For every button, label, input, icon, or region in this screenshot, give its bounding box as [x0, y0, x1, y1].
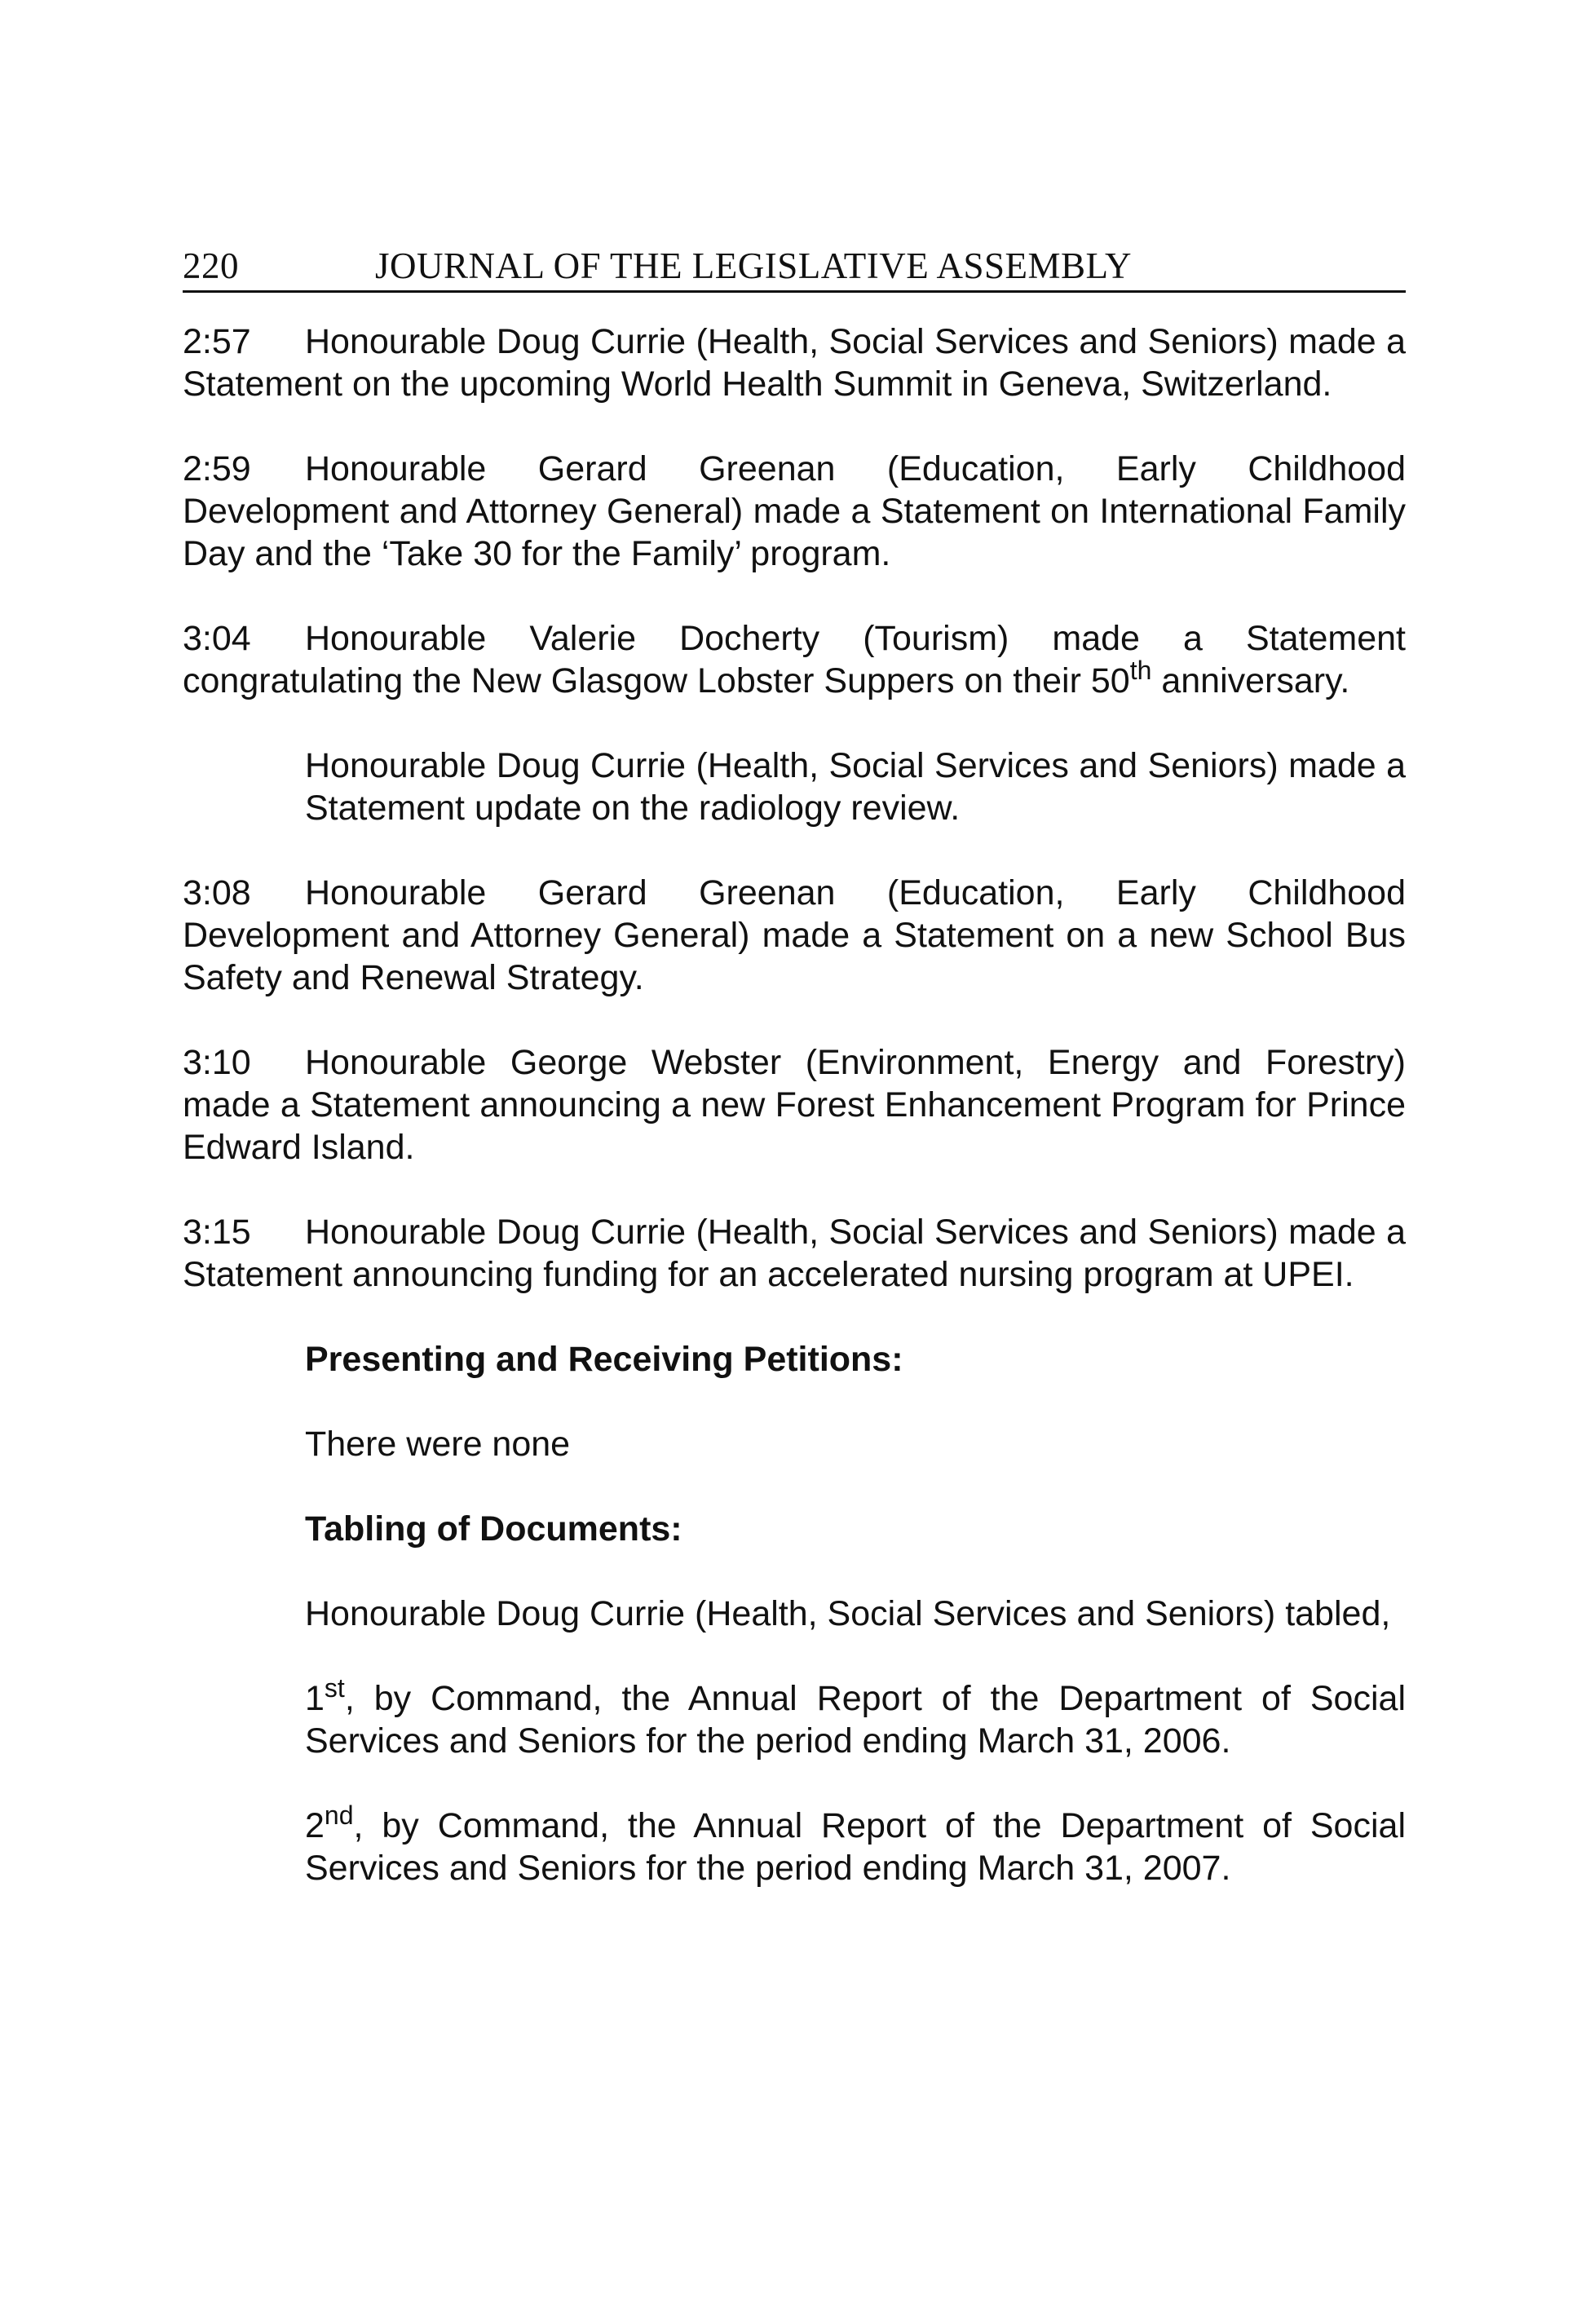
- entry-2-57: [183, 320, 1406, 405]
- document-text: , by Command, the Annual Report of the Department of Social Services and Seniors for the period ending March 31, 2007.: [305, 1806, 1406, 1888]
- entry-time: 3:15: [183, 1213, 251, 1252]
- petitions-text: There were none: [305, 1425, 571, 1464]
- running-title: JOURNAL OF THE LEGISLATIVE ASSEMBLY: [375, 245, 1133, 286]
- entry-text: Honourable George Webster (Environment, Energy and Forestry) made a Statement announcing a new Forest Enhancement Program for Prince Edward Island.: [183, 1043, 1406, 1167]
- entry-time: 3:10: [183, 1043, 251, 1082]
- entry-time: 3:04: [183, 619, 251, 658]
- ordinal-suffix: nd: [324, 1800, 354, 1830]
- entry-text: Honourable Doug Currie (Health, Social Services and Seniors) made a Statement on the upcoming World Health Summit in Geneva, Switzerland.: [183, 322, 1406, 404]
- page-header: [183, 245, 1406, 293]
- entry-text: Honourable Gerard Greenan (Education, Early Childhood Development and Attorney General) made a Statement on International Family Day and the ‘Take 30 for the Family’ program.: [183, 449, 1406, 573]
- entry-time: 2:59: [183, 449, 251, 488]
- documents-heading: Tabling of Documents:: [305, 1509, 682, 1549]
- document-text: , by Command, the Annual Report of the Department of Social Services and Seniors for the period ending March 31, 2006.: [305, 1679, 1406, 1761]
- ordinal-suffix: st: [324, 1673, 345, 1703]
- entry-time: 3:08: [183, 873, 251, 912]
- journal-content: [183, 320, 1406, 1889]
- entry-3-10: [183, 1041, 1406, 1169]
- ordinal-number: 2: [305, 1806, 325, 1845]
- document-item-1: [305, 1673, 1406, 1762]
- entry-3-04: [183, 617, 1406, 702]
- entry-text: Honourable Doug Currie (Health, Social Services and Seniors) made a Statement update on the radiology review.: [305, 746, 1406, 828]
- page-number: 220: [183, 245, 239, 286]
- entry-text: Honourable Doug Currie (Health, Social Services and Seniors) made a Statement announcing funding for an accelerated nursing program at UPEI.: [183, 1213, 1406, 1294]
- entry-text: Honourable Valerie Docherty (Tourism) made a Statement congratulating the New Glasgow Lobster Suppers on their 50: [183, 619, 1406, 700]
- entry-2-59: [183, 448, 1406, 575]
- ordinal-number: 1: [305, 1679, 325, 1718]
- superscript: th: [1129, 656, 1152, 685]
- entry-time: 2:57: [183, 322, 251, 361]
- entry-text-end: anniversary.: [1151, 661, 1350, 700]
- entry-text: Honourable Gerard Greenan (Education, Early Childhood Development and Attorney General) made a Statement on a new School Bus Safety and Renewal Strategy.: [183, 873, 1406, 997]
- entry-radiology-review: [305, 744, 1406, 829]
- entry-3-08: [183, 872, 1406, 999]
- document-item-2: [305, 1800, 1406, 1889]
- documents-intro: Honourable Doug Currie (Health, Social Services and Seniors) tabled,: [305, 1594, 1391, 1633]
- petitions-heading: Presenting and Receiving Petitions:: [305, 1340, 903, 1379]
- entry-3-15: [183, 1211, 1406, 1296]
- journal-page: [183, 245, 1406, 1932]
